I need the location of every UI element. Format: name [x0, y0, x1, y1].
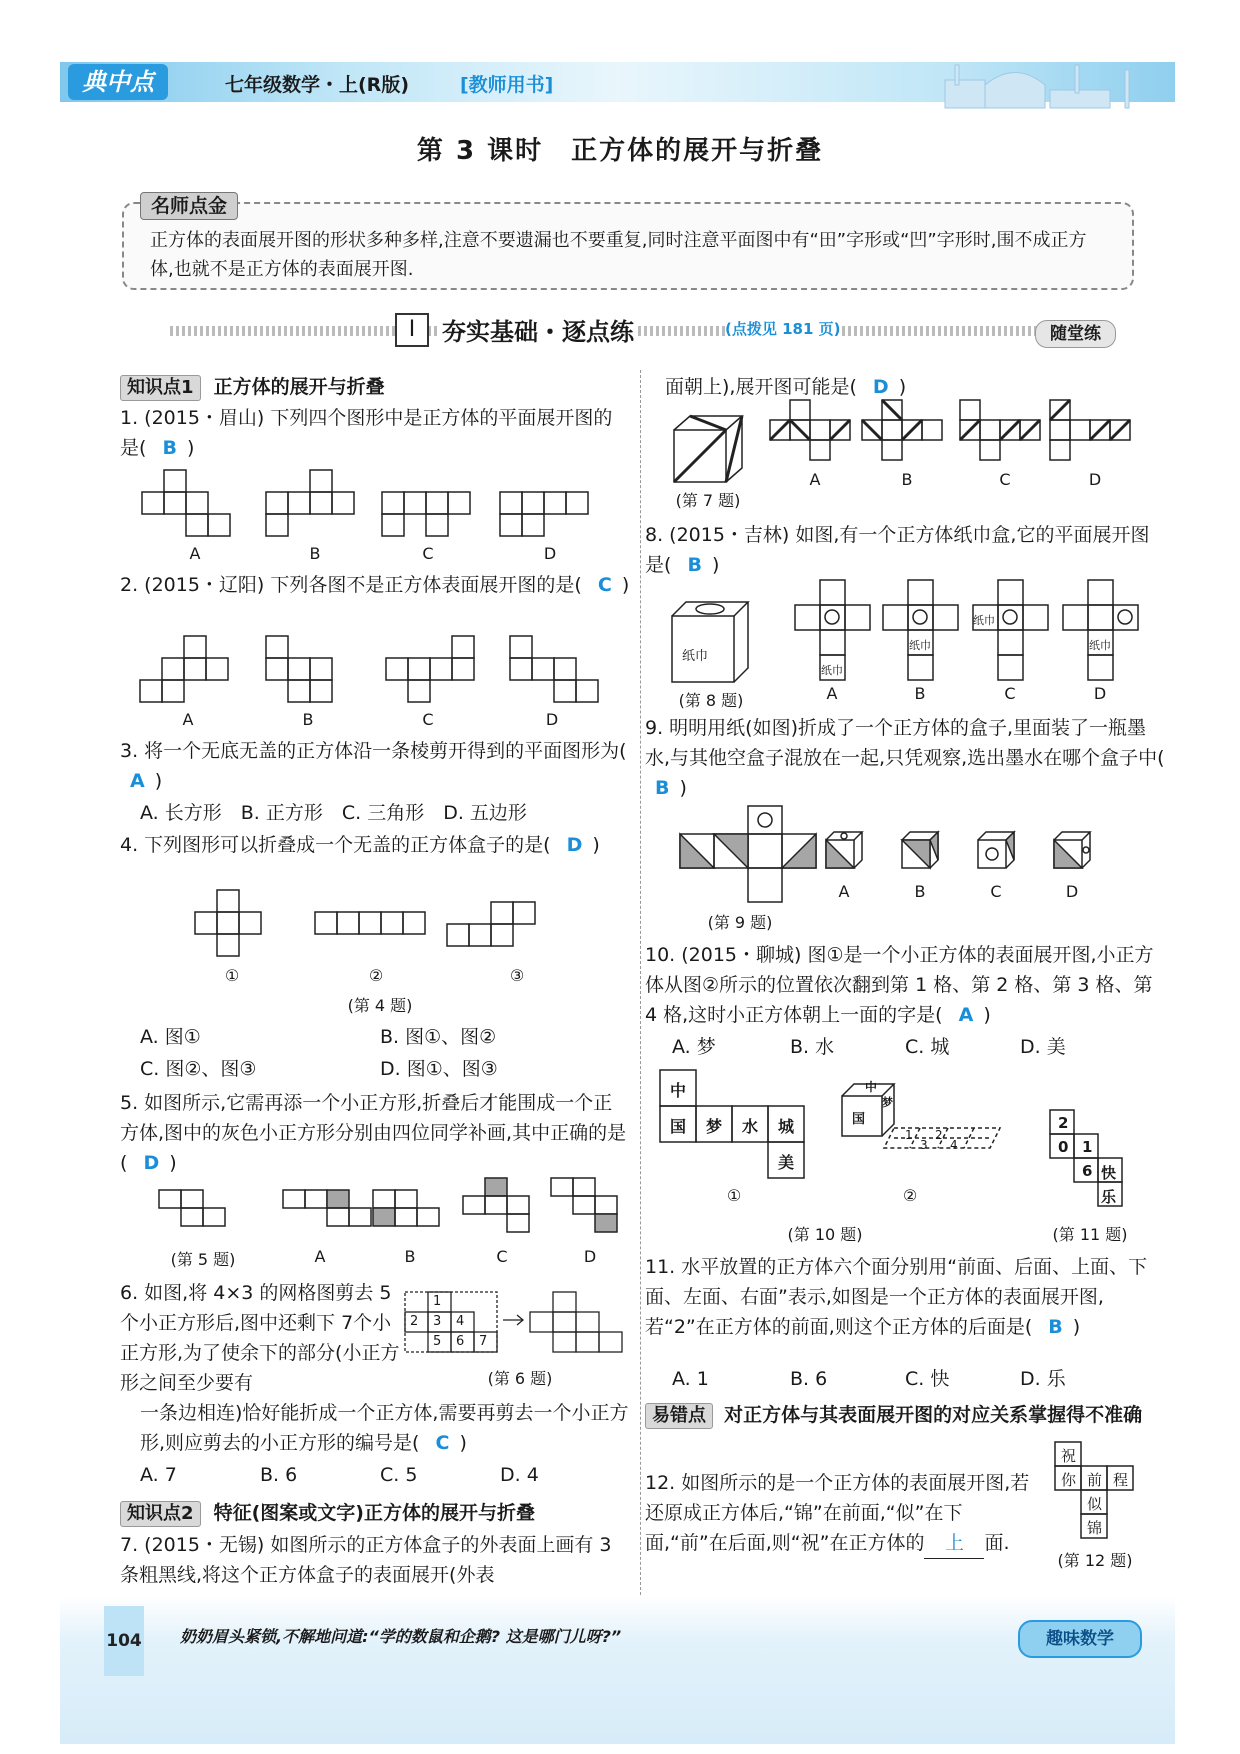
q2-label-b: B [302, 710, 314, 729]
q9-stem: 9. 明明用纸(如图)折成了一个正方体的盒子,里面装了一瓶墨水,与其他空盒子混放在一起,只凭观察,选出墨水在哪个盒子中( [645, 717, 1165, 769]
q2-stem: 2. (2015・辽阳) 下列各图不是正方体表面展开图的是( [120, 574, 582, 596]
q3-answer: A [130, 770, 145, 792]
q7-caption: (第 7 题) [675, 491, 741, 510]
q6-num-4: 4 [456, 1314, 465, 1329]
q6-num-5: 5 [433, 1334, 442, 1349]
footer-joke: 奶奶眉头紧锁,不解地问道:“学的数鼠和企鹅? 这是哪门儿呀?” [180, 1627, 622, 1646]
q10-char-shui: 水 [742, 1117, 759, 1136]
q9-label-d: D [1065, 882, 1079, 901]
tip-label: 名师点金 [140, 192, 238, 220]
q11-cell-6: 6 [1082, 1162, 1093, 1180]
q9-caption: (第 9 题) [707, 913, 773, 932]
q8-a-label: 纸巾 [821, 664, 843, 677]
q8-close: ) [711, 554, 720, 576]
q11-caption: (第 11 题) [1052, 1225, 1128, 1244]
q10-grid-3: 3 [920, 1138, 928, 1152]
q1-answer: B [162, 437, 177, 459]
q4-stem: 4. 下列图形可以折叠成一个无盖的正方体盒子的是( [120, 834, 551, 856]
q8-d-label: 纸巾 [1089, 639, 1111, 652]
fun-math-badge: 趣味数学 [1018, 1620, 1142, 1658]
q12-cell-zhu: 祝 [1061, 1447, 1077, 1465]
brand-logo: 典中点 [68, 64, 168, 100]
q1-text [120, 403, 630, 463]
q1-stem: 1. (2015・眉山) 下列四个图形中是正方体的平面展开图的是( [120, 407, 613, 459]
q10-option-b: B. 水 [790, 1036, 835, 1058]
q8-b-label: 纸巾 [909, 639, 931, 652]
q12-caption: (第 12 题) [1057, 1551, 1133, 1570]
q2-label-d: D [545, 710, 559, 729]
q11-cell-le: 乐 [1101, 1188, 1117, 1206]
q7-label-c: C [999, 470, 1011, 489]
q6-num-6: 6 [456, 1334, 465, 1349]
q11-cell-2: 2 [1058, 1114, 1069, 1132]
q10-char-meng: 梦 [706, 1117, 723, 1136]
q8-box-label: 纸巾 [682, 649, 709, 664]
q10-label-1: ① [726, 1186, 742, 1205]
q4-label-2: ② [368, 966, 384, 985]
q10-cube-top: 中 [865, 1080, 878, 1094]
q8-text [645, 520, 1165, 580]
q12-stem-b: 面. [984, 1532, 1010, 1554]
tip-text: 正方体的表面展开图的形状多种多样,注意不要遗漏也不要重复,同时注意平面图中有“田”字形或“凹”字形时,围不成正方体,也就不是正方体的表面展开图. [150, 230, 1087, 280]
column-divider [640, 370, 641, 1610]
q9-label-a: A [838, 882, 850, 901]
q5-label-a: A [314, 1247, 326, 1266]
q12-cell-ni: 你 [1061, 1471, 1077, 1489]
q7-stem-b: 面朝上),展开图可能是( [665, 376, 857, 398]
q6-answer: C [435, 1432, 450, 1454]
q8-label-c: C [1004, 684, 1016, 703]
q6-num-3: 3 [433, 1314, 442, 1329]
q12-text [645, 1468, 1035, 1559]
q4-figures [195, 890, 575, 970]
q10-cube-front: 国 [852, 1112, 866, 1127]
q10-close: ) [983, 1004, 991, 1026]
footer-band [60, 1596, 1175, 1744]
q11-option-d: D. 乐 [1020, 1368, 1066, 1390]
section-ref: (点拨见 181 页) [725, 320, 841, 338]
q6-option-c: C. 5 [380, 1464, 418, 1486]
q6-close: ) [459, 1432, 467, 1454]
q7-label-d: D [1088, 470, 1102, 489]
q11-stem: 11. 水平放置的正方体六个面分别用“前面、后面、上面、下面、左面、右面”表示,如图是一个正方体的表面展开图,若“2”在正方体的前面,则这个正方体的后面是( [645, 1256, 1148, 1338]
q4-text [120, 830, 630, 860]
q10-option-a: A. 梦 [672, 1036, 716, 1058]
teacher-tag: [教师用书] [460, 74, 554, 96]
q8-label-b: B [914, 684, 926, 703]
q10-char-cheng: 城 [778, 1117, 795, 1136]
q11-cell-0: 0 [1058, 1138, 1069, 1156]
q1-label-c: C [422, 544, 434, 563]
q10-answer: A [958, 1004, 974, 1026]
mistake-label: 易错点 [645, 1403, 713, 1429]
q10-grid-2: 2 [935, 1128, 943, 1142]
q8-label-a: A [826, 684, 838, 703]
q5-label-b: B [404, 1247, 416, 1266]
q4-option-a: A. 图① [140, 1026, 201, 1048]
q5-stem: 5. 如图所示,它需再添一个小正方形,折叠后才能围成一个正方体,图中的灰色小正方形分别由四位同学补画,其中正确的是( [120, 1092, 627, 1174]
q7-cube [672, 414, 752, 484]
q10-option-d: D. 美 [1020, 1036, 1066, 1058]
q5-text [120, 1088, 630, 1178]
q5-label-c: C [496, 1247, 508, 1266]
q12-answer: 上 [924, 1528, 984, 1559]
q2-label-a: A [182, 710, 194, 729]
q11-answer: B [1048, 1316, 1063, 1338]
q5-answer: D [143, 1152, 160, 1174]
q10-stem: 10. (2015・聊城) 图①是一个小正方体的表面展开图,小正方体从图②所示的位置依次翻到第 1 格、第 2 格、第 3 格、第 4 格,这时小正方体朝上一面的字是( [645, 944, 1154, 1026]
q6-option-a: A. 7 [140, 1464, 177, 1486]
q1-label-d: D [543, 544, 557, 563]
q10-grid-1: 1 [905, 1128, 913, 1142]
q1-close: ) [186, 437, 195, 459]
q11-close: ) [1072, 1316, 1081, 1338]
q3-options: A. 长方形 B. 正方形 C. 三角形 D. 五边形 [140, 802, 527, 824]
skyline-image [925, 60, 1175, 110]
q12-cell-jin: 锦 [1087, 1519, 1103, 1537]
q11-cell-1: 1 [1082, 1138, 1093, 1156]
q8-answer: B [687, 554, 702, 576]
kp1-label: 知识点1 [120, 375, 201, 401]
q7-text-a: 7. (2015・无锡) 如图所示的正方体盒子的外表面上画有 3 条粗黑线,将这个正方体盒子的表面展开(外表 [120, 1534, 612, 1586]
q4-caption: (第 4 题) [347, 996, 413, 1015]
q10-grid-4: 4 [950, 1138, 958, 1152]
section-badge: 随堂练 [1035, 320, 1116, 348]
q12-stem-a: 12. 如图所示的是一个正方体的表面展开图,若还原成正方体后,“锦”在前面,“似”在下面,“前”在后面,则“祝”在正方体的 [645, 1472, 1030, 1554]
q10-char-zhong: 中 [670, 1081, 687, 1100]
q11-text [645, 1252, 1165, 1342]
q3-close: ) [154, 770, 163, 792]
section-title: 夯实基础・逐点练 [438, 312, 638, 347]
q4-label-3: ③ [509, 966, 525, 985]
q6-num-2: 2 [410, 1314, 419, 1329]
q11-option-a: A. 1 [672, 1368, 709, 1390]
q8-box [670, 598, 760, 688]
q6-stem-b: 一条边相连)恰好能折成一个正方体,需要再剪去一个小正方形,则应剪去的小正方形的编号是( [140, 1402, 629, 1454]
q4-option-d: D. 图①、图③ [380, 1058, 498, 1080]
q9-text [645, 713, 1165, 803]
q9-label-b: B [914, 882, 926, 901]
q4-label-1: ① [224, 966, 240, 985]
q4-option-b: B. 图①、图② [380, 1026, 497, 1048]
knowledge-point-1 [120, 372, 385, 401]
q2-answer: C [597, 574, 612, 596]
q8-figures [795, 580, 1175, 680]
q8-c-label: 纸巾 [973, 614, 995, 627]
q11-option-b: B. 6 [790, 1368, 828, 1390]
q6-option-d: D. 4 [500, 1464, 539, 1486]
q12-cell-cheng: 程 [1113, 1471, 1129, 1489]
kp1-title: 正方体的展开与折叠 [213, 376, 385, 398]
q7-label-a: A [809, 470, 821, 489]
q10-char-mei: 美 [778, 1153, 795, 1172]
kp2-title: 特征(图案或文字)正方体的展开与折叠 [213, 1502, 535, 1524]
q8-label-d: D [1093, 684, 1107, 703]
q5-caption: (第 5 题) [170, 1250, 236, 1269]
q8-stem: 8. (2015・吉林) 如图,有一个正方体纸巾盒,它的平面展开图是( [645, 524, 1150, 576]
q7-text-b [665, 372, 1165, 402]
q8-caption: (第 8 题) [678, 691, 744, 710]
q6-text-b [140, 1398, 630, 1458]
lesson-title: 第 3 课时 正方体的展开与折叠 [416, 136, 824, 166]
mistake-title: 对正方体与其表面展开图的对应关系掌握得不准确 [724, 1404, 1143, 1426]
q4-close: ) [592, 834, 600, 856]
page-number: 104 [104, 1606, 144, 1676]
q1-label-a: A [189, 544, 201, 563]
q10-cube-side: 梦 [882, 1096, 893, 1109]
q6-num-1: 1 [433, 1294, 442, 1309]
q10-option-c: C. 城 [905, 1036, 950, 1058]
q12-cell-qian: 前 [1087, 1471, 1103, 1489]
q6-caption: (第 6 题) [487, 1369, 553, 1388]
q10-text [645, 940, 1165, 1030]
q10-char-guo: 国 [670, 1117, 687, 1136]
q10-caption: (第 10 题) [787, 1225, 863, 1244]
q9-label-c: C [990, 882, 1002, 901]
q4-option-c: C. 图②、图③ [140, 1058, 257, 1080]
q1-label-b: B [309, 544, 321, 563]
q2-close: ) [621, 574, 630, 596]
q11-option-c: C. 快 [905, 1368, 950, 1390]
q9-close: ) [679, 777, 687, 799]
kp2-label: 知识点2 [120, 1501, 201, 1527]
q7-label-b: B [901, 470, 913, 489]
q3-text [120, 736, 630, 796]
q7-answer: D [872, 376, 889, 398]
section-roman: I [395, 313, 429, 347]
knowledge-point-2 [120, 1498, 535, 1527]
q7-close: ) [898, 376, 907, 398]
mistake-point [645, 1400, 1165, 1431]
q6-text-a: 6. 如图,将 4×3 的网格图剪去 5个小正方形后,图中还剩下 7个小正方形,为了使余下的部分(小正方形之间至少要有 [120, 1282, 400, 1394]
q10-label-2: ② [902, 1186, 918, 1205]
q6-num-7: 7 [479, 1334, 488, 1349]
q3-stem: 3. 将一个无底无盖的正方体沿一条棱剪开得到的平面图形为( [120, 740, 627, 762]
q6-option-b: B. 6 [260, 1464, 298, 1486]
q5-label-d: D [583, 1247, 597, 1266]
q7-figures [770, 400, 1170, 470]
q12-cell-si: 似 [1087, 1495, 1103, 1513]
q4-answer: D [566, 834, 583, 856]
q11-cell-kuai: 快 [1101, 1164, 1117, 1182]
book-title: 七年级数学・上(R版) [225, 74, 409, 96]
q9-answer: B [655, 777, 670, 799]
q5-close: ) [169, 1152, 177, 1174]
q2-label-c: C [422, 710, 434, 729]
q2-text [120, 570, 630, 600]
